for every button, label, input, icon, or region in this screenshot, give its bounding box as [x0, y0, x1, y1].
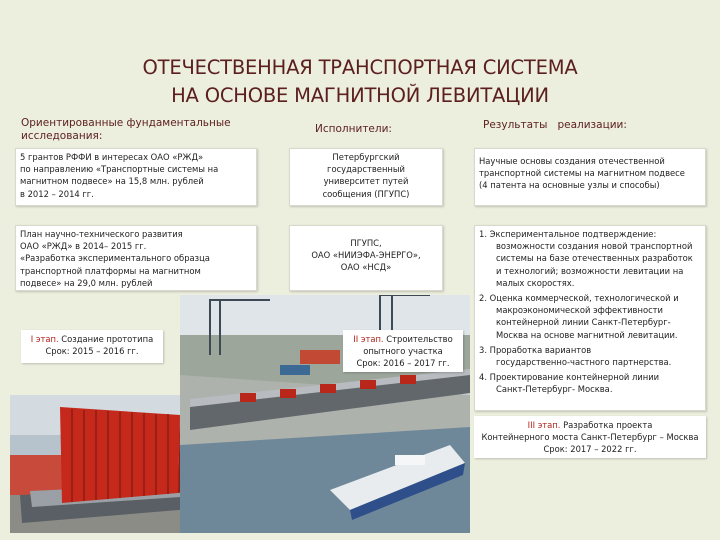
results-header: Результаты реализации: [483, 119, 627, 131]
stage-2-term: Срок: 2016 – 2017 гг. [356, 358, 450, 369]
executor-box-pgups: Петербургский государственный университет путей сообщения (ПГУПС) [289, 148, 443, 206]
stage-2-card [343, 330, 463, 372]
stage-3-term: Срок: 2017 – 2022 гг. [543, 444, 637, 455]
stage-1-label: I этап. [30, 334, 59, 344]
stage-3-label: III этап. [527, 420, 561, 430]
stage-1-term: Срок: 2015 – 2016 гг. [45, 346, 139, 357]
results-list-item-1: 1. Экспериментальное подтверждение: возможности создания новой транспортной системы на базе отечественных разработок и технологий; возможности левитации на малых скоростях. [479, 229, 693, 288]
stage-2-text: Строительство [383, 334, 453, 344]
results-list-item-4: 4. Проектирование контейнерной линии Санкт-Петербург- Москва. [479, 372, 660, 395]
executor-box-consortium: ПГУПС, ОАО «НИИЭФА-ЭНЕРГО», ОАО «НСД» [289, 225, 443, 291]
executors-header: Исполнители: [315, 123, 392, 135]
stage-2-line2: опытного участка [363, 346, 443, 357]
title-line-1: ОТЕЧЕСТВЕННАЯ ТРАНСПОРТНАЯ СИСТЕМА [142, 56, 578, 79]
results-box-foundations: Научные основы создания отечественной транспортной системы на магнитном подвесе (4 патента на основные узлы и способы) [474, 148, 706, 206]
stage-1-card [21, 330, 163, 363]
stage-3-line2: Контейнерного моста Санкт-Петербург – Москва [481, 432, 699, 443]
stage-1-text: Создание прототипа [58, 334, 154, 344]
slide-title [0, 54, 720, 110]
title-line-2: НА ОСНОВЕ МАГНИТНОЙ ЛЕВИТАЦИИ [171, 84, 549, 107]
results-list-item-3: 3. Проработка вариантов государственно-частного партнерства. [479, 344, 672, 368]
research-box-plan: План научно-технического развития ОАО «РЖД» в 2014– 2015 гг. «Разработка экспериментального образца транспортной платформы на магнитном подвесе» на 29,0 млн. рублей [15, 225, 257, 291]
stage-3-text: Разработка проекта [560, 420, 653, 430]
results-list-item-2: 2. Оценка коммерческой, технологической и макроэкономической эффективности контейнерной линии Санкт-Петербург- Москва на основе магнитной левитации. [479, 293, 679, 340]
research-box-grants: 5 грантов РФФИ в интересах ОАО «РЖД» по направлению «Транспортные системы на магнитном подвесе» на 15,8 млн. рублей в 2012 – 2014 гг. [15, 148, 257, 206]
stage-3-card [474, 416, 706, 458]
stage-2-label: II этап. [353, 334, 384, 344]
results-box-list [474, 225, 706, 411]
research-header: Ориентированные фундаментальные исследования: [21, 117, 231, 142]
